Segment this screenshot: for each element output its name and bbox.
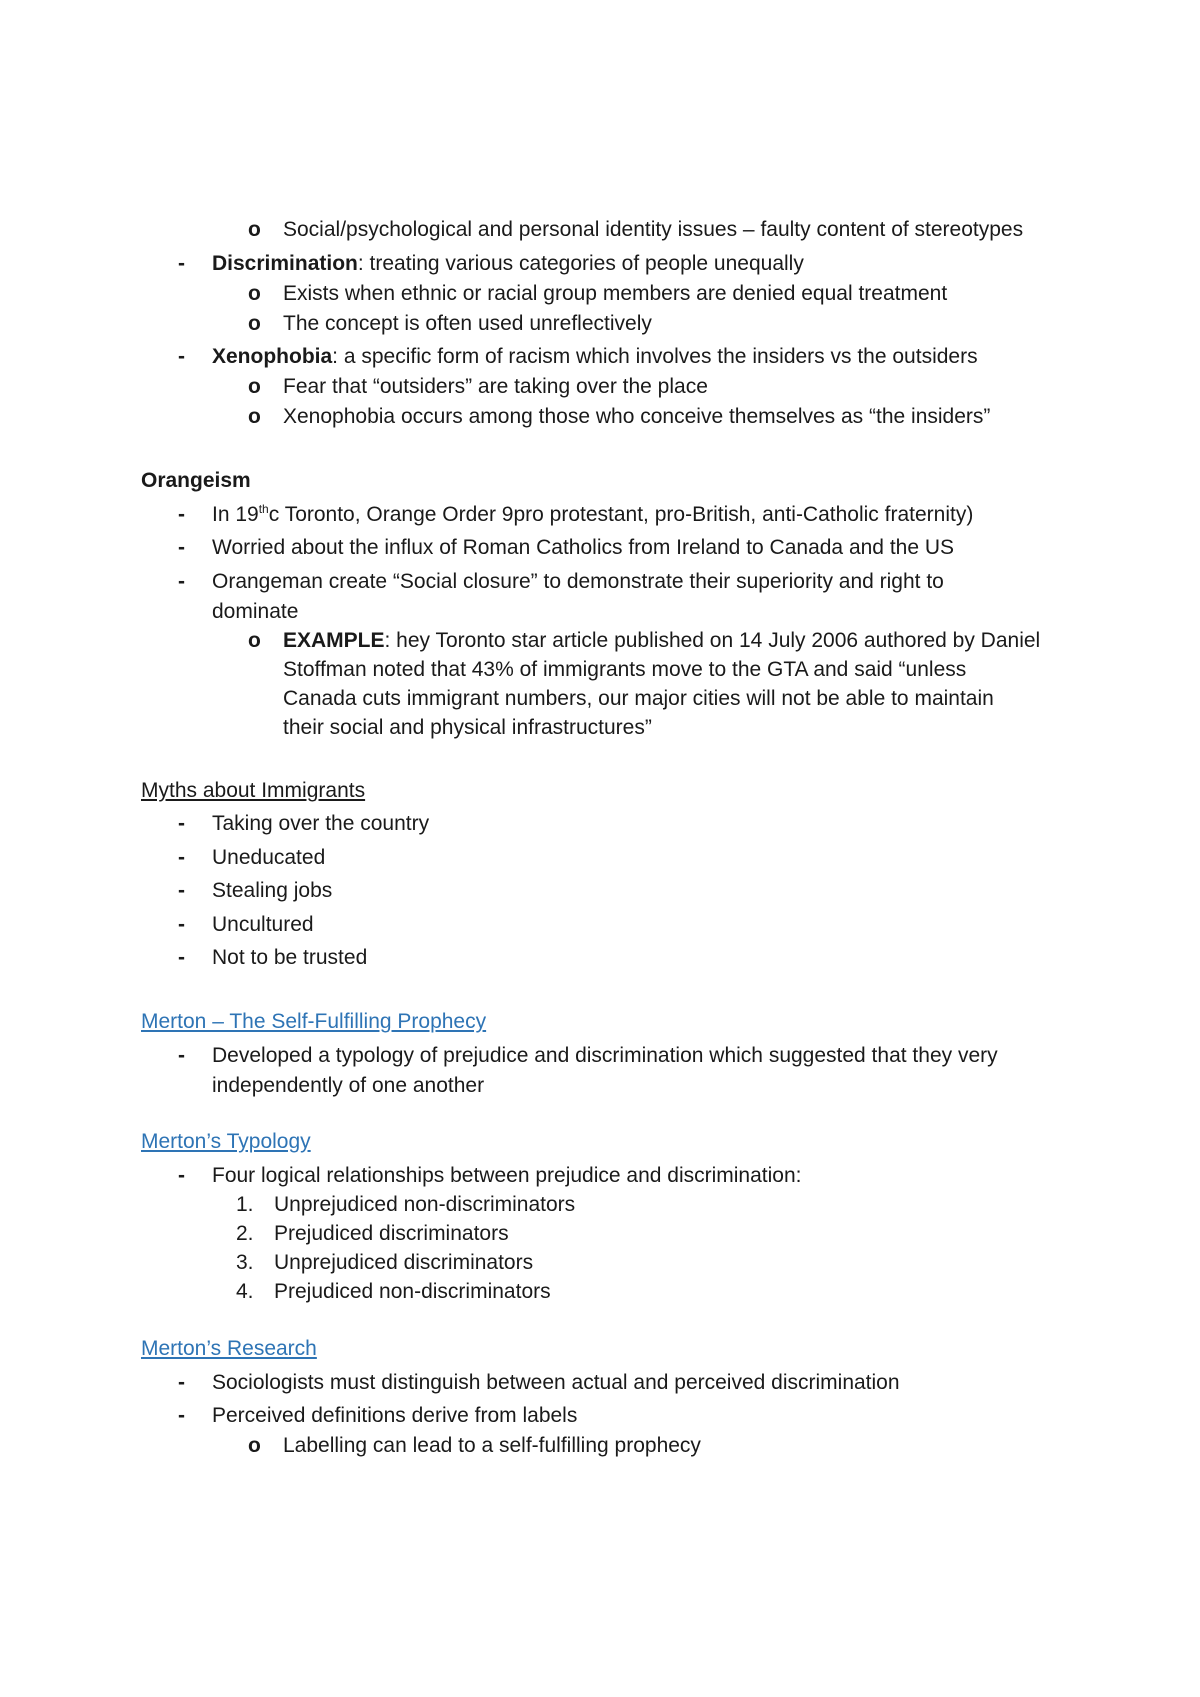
- example-label: EXAMPLE: [283, 629, 385, 652]
- research-sub-item: Labelling can lead to a self-fulfilling prophecy: [283, 1434, 701, 1457]
- typology-item: Prejudiced non-discriminators: [274, 1280, 551, 1303]
- merton-prophecy-heading[interactable]: Merton – The Self-Fulfilling Prophecy: [141, 1010, 487, 1033]
- list-number: 4.: [236, 1280, 254, 1303]
- sub-bullet-marker: o: [248, 282, 261, 305]
- list-number: 2.: [236, 1222, 254, 1245]
- sub-bullet-marker: o: [248, 312, 261, 335]
- bullet-marker: -: [178, 252, 185, 275]
- ordinal-superscript: th: [258, 502, 269, 516]
- discrimination-term: Discrimination: [212, 252, 358, 275]
- research-bullet-1: Sociologists must distinguish between actual and perceived discrimination: [212, 1371, 900, 1394]
- bullet-marker: -: [178, 536, 185, 559]
- bullet-marker: -: [178, 1044, 185, 1067]
- myth-item: Uncultured: [212, 913, 314, 936]
- bullet-marker: -: [178, 846, 185, 869]
- list-number: 1.: [236, 1193, 254, 1216]
- merton-prophecy-line-1: Developed a typology of prejudice and discrimination which suggested that they very: [212, 1044, 998, 1067]
- merton-prophecy-line-2: independently of one another: [212, 1074, 485, 1097]
- bullet-marker: -: [178, 812, 185, 835]
- example-line-2: Stoffman noted that 43% of immigrants move to the GTA and said “unless: [283, 658, 967, 681]
- merton-typology-heading[interactable]: Merton’s Typology: [141, 1130, 311, 1153]
- orangeism-bullet-2: Worried about the influx of Roman Catholics from Ireland to Canada and the US: [212, 536, 955, 559]
- myth-item: Taking over the country: [212, 812, 430, 835]
- bullet-marker: -: [178, 345, 185, 368]
- example-line-1: [283, 626, 1040, 655]
- orangeism-bullet-1-post: c Toronto, Orange Order 9pro protestant, pro-British, anti-Catholic fraternity): [268, 503, 974, 526]
- xenophobia-term: Xenophobia: [212, 345, 333, 368]
- orangeism-heading: Orangeism: [141, 469, 251, 492]
- myths-heading: Myths about Immigrants: [141, 779, 366, 802]
- bullet-marker: -: [178, 503, 185, 526]
- xenophobia-sub-item: Fear that “outsiders” are taking over the place: [283, 375, 708, 398]
- example-text: : hey Toronto star article published on 14 July 2006 authored by Daniel: [384, 629, 1041, 652]
- bullet-marker: -: [178, 946, 185, 969]
- bullet-marker: -: [178, 570, 185, 593]
- typology-item: Prejudiced discriminators: [274, 1222, 509, 1245]
- bullet-marker: -: [178, 1164, 185, 1187]
- list-number: 3.: [236, 1251, 254, 1274]
- example-line-3: Canada cuts immigrant numbers, our major cities will not be able to maintain: [283, 687, 994, 710]
- sub-bullet-marker: o: [248, 1434, 261, 1457]
- discrimination-item: [212, 249, 804, 278]
- stereotype-issues-item: Social/psychological and personal identity issues – faulty content of stereotypes: [283, 218, 1024, 241]
- myth-item: Not to be trusted: [212, 946, 368, 969]
- xenophobia-item: [212, 342, 978, 371]
- xenophobia-sub-item: Xenophobia occurs among those who conceive themselves as “the insiders”: [283, 405, 991, 428]
- research-bullet-2: Perceived definitions derive from labels: [212, 1404, 578, 1427]
- orangeism-bullet-3-line-1: Orangeman create “Social closure” to demonstrate their superiority and right to: [212, 570, 944, 593]
- discrimination-sub-item: Exists when ethnic or racial group members are denied equal treatment: [283, 282, 948, 305]
- orangeism-bullet-3-line-2: dominate: [212, 600, 299, 623]
- discrimination-sub-item: The concept is often used unreflectively: [283, 312, 652, 335]
- sub-bullet-marker: o: [248, 375, 261, 398]
- sub-bullet-marker: o: [248, 629, 261, 652]
- example-line-4: their social and physical infrastructures”: [283, 716, 652, 739]
- orangeism-bullet-1-pre: In 19: [212, 503, 259, 526]
- orangeism-bullet-1: [212, 500, 973, 529]
- sub-bullet-marker: o: [248, 218, 261, 241]
- myth-item: Uneducated: [212, 846, 326, 869]
- merton-research-heading[interactable]: Merton’s Research: [141, 1337, 317, 1360]
- myth-item: Stealing jobs: [212, 879, 333, 902]
- bullet-marker: -: [178, 1404, 185, 1427]
- bullet-marker: -: [178, 1371, 185, 1394]
- bullet-marker: -: [178, 879, 185, 902]
- discrimination-desc: : treating various categories of people unequally: [357, 252, 804, 275]
- xenophobia-desc: : a specific form of racism which involves the insiders vs the outsiders: [332, 345, 978, 368]
- bullet-marker: -: [178, 913, 185, 936]
- typology-item: Unprejudiced non-discriminators: [274, 1193, 576, 1216]
- typology-intro: Four logical relationships between prejudice and discrimination:: [212, 1164, 802, 1187]
- typology-item: Unprejudiced discriminators: [274, 1251, 534, 1274]
- sub-bullet-marker: o: [248, 405, 261, 428]
